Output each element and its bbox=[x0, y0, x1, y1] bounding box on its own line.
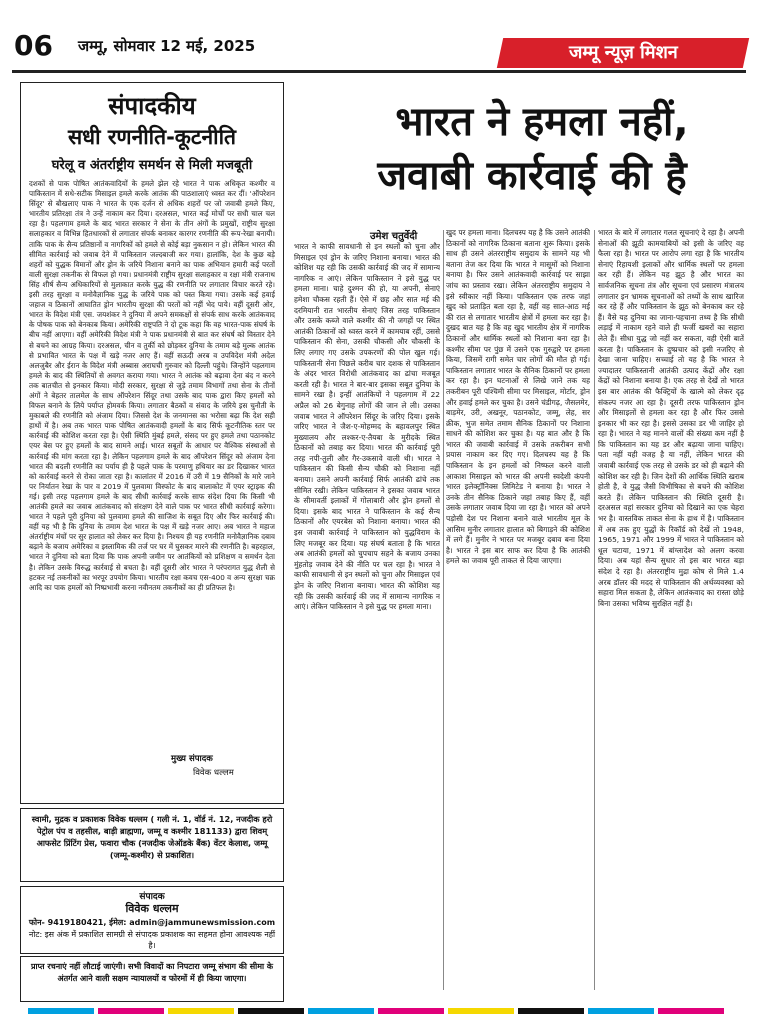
article-column-3: भारत के बारे में लगातार गलत सूचनाएं दे रहा है। अपनी सेनाओं की झूठी कामयाबियों को इसी के जरिए वह फैला रहा है। भारत पर आरोप लगा रहा है कि भारतीय सेनाएं रिहायशी इलाकों और धार्मिक स्थलों पर हमला कर रही हैं। लेकिन यह झूठ है और भारत का सार्वजनिक सूचना तंत्र और सूचना एवं प्रसारण मंत्रालय लगातार इन भ्रामक सूचनाओं को तथ्यों के साथ खारिज कर रहे हैं और पाकिस्तान के झूठ को बेनकाब कर रहे हैं। वैसे यह दुनिया का जाना-पहचाना तथ्य है कि सीधी लड़ाई में नाकाम रहने वाले ही फर्जी खबरों का सहारा लेते हैं। सीधा युद्ध जो नहीं कर सकता, वही ऐसी बातें करता है। पाकिस्तान के दुष्प्रचार को इसी नजरिए से देखा जाना चाहिए। सच्चाई तो यह है कि भारत ने ज्यादातर पाकिस्तानी आतंकी उत्पाद केंद्रों और रक्षा केंद्रों को निशाना बनाया है। एक तरह से देखें तो भारत इस बार आतंक की फैक्ट्रियों के खात्मे को लेकर दृढ़ संकल्प नजर आ रहा है। दूसरी तरफ पाकिस्तान ड्रोन और मिसाइलों से हमला कर रहा है और फिर उससे इनकार भी कर रहा है। इससे उसका डर भी जाहिर हो रहा है। भारत ने यह मानने वालों की संख्या कम नहीं है कि पाकिस्तान का यह डर और बढ़ाया जाना चाहिए। पता नहीं यही वजह है या नहीं, लेकिन भारत की जवाबी कार्रवाई एक तरह से उसके डर को ही बढ़ाने की कोशिश कर रही है। जिन देशों की आर्थिक स्थिति खराब होती है, वे युद्ध जैसी विभीषिका से बचने की कोशिश करते हैं। लेकिन पाकिस्तान की स्थिति दूसरी है। दरअसल वहां सरकार दुनिया को दिखाने का एक चेहरा भर है। वास्तविक ताकत सेना के हाथ में है। पाकिस्तान में अब तक हुए युद्धों के रिकॉर्ड को देखें तो 1948, 1965, 1971 और 1999 में भारत ने पाकिस्तान को धूल चटाया, 1971 में बांग्लादेश को अलग करवा दिया। अब यहां सैन्य सुधार तो इस बार भारत बड़ा संदेश दे रहा है। अंतरराष्ट्रीय मुद्रा कोष से मिले 1.4 अरब डॉलर की मदद से पाकिस्तान की अर्थव्यवस्था को सहारा मिल सकता है, लेकिन आतंकवाद का रास्ता छोड़े बिना उसका भविष्य सुरक्षित नहीं है। bbox=[598, 228, 744, 608]
color-bar-segment bbox=[98, 1008, 164, 1014]
color-bar-segment bbox=[658, 1008, 724, 1014]
editorial-signoff-label: मुख्य संपादक bbox=[171, 754, 213, 764]
color-bar-segment bbox=[588, 1008, 654, 1014]
publisher-text: स्वामी, मुद्रक व प्रकाशक विवेक धल्लम ( गली नं. 1, वॉर्ड नं. 12, नजदीक हरो पेट्रोल पंप व तहसील, बाड़ी ब्राह्मणा, जम्मू व कश्मीर 181133) द्वारा शिवम् आफसेट प्रिंटिंग प्रेस, फवारा चौक (नजदीक जेऑडके बैंक) वेंटर केलाश, जम्मू (जम्मू-कश्मीर) से प्रकाशित। bbox=[31, 814, 273, 860]
editorial-body: दशकों से पाक पोषित आतंकवादियों के हमले झेल रहे भारत ने पाक अधिकृत कश्मीर व पाकिस्तान में सधे-सटीक मिसाइल हमले करके आतंक की पाठशालाएं ध्वस्त कर दीं। 'ऑपरेशन सिंदूर' से बौखलाए पाक ने भारत के एक दर्जन से अधिक शहरों पर जो जवाबी हमले किए, भारतीय प्रतिरक्षा तंत्र ने उन्हें नाकाम कर दिया। दरअसल, भारत कई मोर्चों पर सधी चाल चल रहा है। पहलगाम हमले के बाद भारत सरकार ने सेना के तीन अंगों के प्रमुखों, राष्ट्रीय सुरक्षा सलाहकार व विभिन्न हितधारकों से लगातार संपर्क बनाकर कारगर रणनीति की रूप-रेखा बनायी। ताकि पाक के सैन्य प्रतिष्ठानों व नागरिकों को हमले से कोई बड़ा नुकसान न हो। लेकिन भारत की सीमित कार्रवाई को जवाब देने में पाकिस्तान जल्दबाजी कर गया। हालांकि, देश के कुछ बड़े शहरों को युद्धक विमानों और ड्रोन के जरिये निशाना बनाने का पाक अभियान हमारी कई परतों वाली सुरक्षा तकनीक से विफल हो गया। प्रधानमंत्री राष्ट्रीय सुरक्षा सलाहकार व रक्षा मंत्री राजनाथ सिंह शीर्ष सैन्य अधिकारियों से मुलाकात करके युद्ध की रणनीति पर लगातार विचार करते रहे। इसी तरह सुरक्षा व मनोवैज्ञानिक युद्ध के जरिये पाक को पस्त किया गया। उसके कई हवाई जहाज व ठिकानों आघातित ड्रोन भारतीय सुरक्षा की परतों को नहीं भेद पाये। वहीं दूसरी ओर, भारत के विदेश मंत्री एस. जयशंकर ने दुनिया में अपने समकक्षों से संपर्क साध करके आतंकवाद के पोषक पाक को बेनकाब किया। अमेरिकी राष्ट्रपति ने दो टूक कहा कि वह भारत-पाक संघर्ष के बीच नहीं आएगा। वहीं अमेरिकी विदेश मंत्री ने पाक प्रधानमंत्री से बात कर संघर्ष को विस्तार देने से बचने का आग्रह किया। दरअसल, चीन व तुर्की को छोड़कर दुनिया के तमाम बड़े मुल्क आतंक से प्रभावित भारत के पक्ष में खड़े नजर आए हैं। वहीं सऊदी अरब व उपविदेश मंत्री अदेल अलजुबैर और ईरान के विदेश मंत्री अब्बास अराघची गुरुवार को दिल्ली पहुंचे। जिन्होंने पहलगाम हमले के बाद की स्थितियों से अवगत कराया गया। भारत ने आतंक को बढ़ावा देना बंद न करने तक बातचीत से इनकार किया। मोदी सरकार, सुरक्षा से जुड़े तमाम विभागों तथा सेना के तीनों अंगों ने बेहतर तालमेल के साथ ऑपरेशन सिंदूर तथा उसके बाद पाक द्वारा किए हमलों को विफल बनाने के लिये पर्याप्त होमवर्क किया। लगातार बैठकों व संवाद के जरिये इस चुनौती के मुकाबले की रणनीति को अंजाम दिया। जिससे देश के जनमानस का भरोसा बढ़ा कि देश सही हाथों में है। अब तक भारत पाक पोषित आतंकवादी हमलों के बाद सिर्फ कूटनीतिक स्तर पर कार्रवाई की कोशिश करता रहा है। ऐसी स्थिति मुंबई हमले, संसद पर हुए हमले तथा पठानकोट एयर बेस पर हुए हमलों के बाद सामने आई। भारत सबूतों के आधार पर वैश्विक संस्थाओं से कार्रवाई की मांग करता रहा है। लेकिन पहलगाम हमले के बाद ऑपरेशन सिंदूर को अंजाम देना भारत की बदली रणनीति का पर्याय ही है पहले पाक के परमाणु हथियार का डर दिखाकर भारत को कार्रवाई करने से रोका जाता रहा है। कालांतर में 2016 में उरी में 19 सैनिकों के मारे जाने पर निर्यातन रेखा के पार व 2019 में पुलवामा विस्फोट के बाद बालाकोट में एयर स्ट्राइक की गई। इसी तरह पहलगाम हमले के बाद सीधी कार्रवाई करके साफ संदेश दिया कि किसी भी आतंकी हमले का जवाब आतंकवाद को संरक्षण देने वाले पाक पर भारत सीधी कार्रवाई करेगा। भारत ने पहले पूरी दुनिया को पुलवामा हमले की साजिश के सबूत दिए और फिर कार्रवाई की। वहीं यह भी है कि दुनिया के तमाम देश भारत के पक्ष में खड़े नजर आए। अब भारत ने महाज अंतर्राष्ट्रीय मंचों पर सुर हालात को लेकर कर दिया है। निश्चय ही यह रणनीति मनोवैज्ञानिक दबाव बढ़ाने के बजाय अमेरिका व इस्लामिक की तर्ज पर घर में घुसकर मारने की रणनीति है। बहरहाल, भारत ने दुनिया को बता दिया कि पाक अपनी जमीन पर आतंकियों को प्रशिक्षण व समर्थन देता है। लेकिन उसके विरुद्ध कार्रवाई से बचता है। वहीं दूसरी ओर भारत ने परंपरागत युद्ध शैली से हटकर नई तकनीकों का भरपूर उपयोग किया। भारतीय रक्षा कवच एस-400 व अन्य सुरक्षा चक्र आदि का पाक हमलों को निष्प्रभावी करना नवीनतम तकनीकों का ही प्रतिफल है। bbox=[29, 179, 275, 592]
editor-box bbox=[20, 886, 284, 954]
article-byline: उमेश चतुर्वेदी bbox=[370, 231, 418, 242]
jurisdiction-text: प्राप्त रचनाएं नहीं लौटाई जाएंगी। सभी विवादों का निपटारा जम्मू संभाग की सीमा के अंतर्गत आने वाली सक्षम न्यायालयों व फोरमों में ही किया जाएगा। bbox=[30, 962, 274, 983]
editor-name: विवेक धल्लम bbox=[125, 902, 179, 915]
editorial-subtitle: घरेलू व अंतर्राष्ट्रीय समर्थन से मिली मजबूती bbox=[51, 158, 253, 173]
editor-note: नोट: इस अंक में प्रकाशित सामग्री से संपादक प्रकाशक का सहमत होना आवश्यक नहीं है। bbox=[28, 930, 276, 950]
color-bar-segment bbox=[448, 1008, 514, 1014]
publisher-box bbox=[20, 808, 284, 882]
editor-label: संपादक bbox=[139, 892, 165, 902]
editorial-signoff-name: विवेक धल्लम bbox=[193, 768, 234, 778]
jurisdiction-box bbox=[20, 956, 284, 1002]
column-divider bbox=[594, 230, 595, 990]
dateline: जम्मू, सोमवार 12 मई, 2025 bbox=[78, 37, 256, 55]
color-bar-segment bbox=[238, 1008, 304, 1014]
masthead-brand bbox=[497, 38, 749, 68]
editorial-section-title: संपादकीय bbox=[108, 92, 196, 120]
editor-contact: फोन- 9419180421, ईमेल: admin@jammunewsmission.com bbox=[28, 918, 276, 927]
column-divider bbox=[443, 230, 444, 990]
article-column-1: भारत ने काफी सावधानी से इन स्थलों को चुना और मिसाइल एवं ड्रोन के जरिए निशाना बनाया। भारत की कोशिश यह रही कि उसकी कार्रवाई की जद में सामान्य नागरिक न आएं। लेकिन पाकिस्तान ने इसे युद्ध पर हमला माना। चाहे दुश्मन की हो, या अपनी, सेनाएं हमेशा चौकस रहती हैं। ऐसे में छह और सात मई की दरमियानी रात भारतीय सेनाएं जिस तरह पाकिस्तान और उसके कब्जे वाले कश्मीर की नौ जगहों पर स्थित आतंकी ठिकानों को ध्वस्त करने में कामयाब रहीं, उससे पाकिस्तान की सेना, उसकी चौकसी और चौकसी के लिए लगाए गए उसके उपकरणों की पोल खुल गई। पाकिस्तानी सेना पिछले करीब चार दशक से पाकिस्तान के अंदर भारत विरोधी आतंकवाद का ढांचा मजबूत करती रही है। भारत ने बार-बार इसका सबूत दुनिया के सामने रखा है। इन्हीं आतंकियों ने पहलगाम में 22 अप्रैल को 26 बेगुनाह लोगों की जान ले ली। उसका जवाब भारत ने ऑपरेशन सिंदूर के जरिए दिया। इसके जरिए भारत ने जैश-ए-मोहम्मद के बहावलपुर स्थित मुख्यालय और लश्कर-ए-तैयबा के मुरीदके स्थित ठिकानों को तबाह कर दिया। भारत की कार्रवाई पूरी तरह नपी-तुली और गैर-उकसावे वाली थी। भारत ने पाकिस्तान की किसी सैन्य चौकी को निशाना नहीं बनाया। उसने अपनी कार्रवाई सिर्फ आतंकी ढांचे तक सीमित रखी। लेकिन पाकिस्तान ने इसका जवाब भारत के सीमावर्ती इलाकों में गोलाबारी और ड्रोन हमलों से दिया। इसके बाद भारत ने पाकिस्तान के कई सैन्य ठिकानों और एयरबेस को निशाना बनाया। भारत की इस जवाबी कार्रवाई ने पाकिस्तान को युद्धविराम के लिए मजबूर कर दिया। यह संघर्ष बताता है कि भारत अब आतंकी हमलों को चुपचाप सहने के बजाय उनका मुंहतोड़ जवाब देने की नीति पर चल रहा है। भारत ने काफी सावधानी से इन स्थलों को चुना और मिसाइल एवं ड्रोन के जरिए निशाना बनाया। भारत की कोशिश यह रही कि उसकी कार्रवाई की जद में सामान्य नागरिक न आएं। लेकिन पाकिस्तान ने इसे युद्ध पर हमला माना। bbox=[294, 242, 440, 612]
color-bar-segment bbox=[518, 1008, 584, 1014]
article-headline-line2: जवाबी कार्रवाई की है bbox=[377, 153, 687, 199]
article-column-2: खुद पर हमला माना। दिलचस्प यह है कि उसने आतंकी ठिकानों को नागरिक ठिकाना बताना शुरू किया। इसके साथ ही उसने अंतरराष्ट्रीय समुदाय के सामने यह भी बताना तेज कर दिया कि भारत ने मासूमों को निशाना बनाया है। फिर उसने आतंकवादी कार्रवाई पर साझा जांच का प्रस्ताव रखा। लेकिन अंतरराष्ट्रीय समुदाय ने इसे स्वीकार नहीं किया। पाकिस्तान एक तरफ जहां खुद को प्रताड़ित बता रहा है, वहीं वह सात-आठ मई की रात से लगातार भारतीय क्षेत्रों में हमला कर रहा है। दुखद बात यह है कि वह खुद भारतीय क्षेत्र में नागरिक ठिकानों और धार्मिक स्थलों को निशाना बना रहा है। कश्मीर सीमा पर पुंछ में उसने एक गुरुद्वारे पर हमला किया, जिसमें रागी समेत चार लोगों की मौत हो गई। पाकिस्तान लगातार भारत के सैनिक ठिकानों पर हमला कर रहा है। इन घटनाओं से लिखे जाने तक यह तकरीबन पूरी पश्चिमी सीमा पर मिसाइल, मोर्टार, ड्रोन और हवाई हमले कर चुका है। उसने चंडीगढ़, जैसलमेर, बाड़मेर, उरी, अखनूर, पठानकोट, जम्मू, लेह, सर क्रीक, भुज समेत तमाम सैनिक ठिकानों पर निशाना साधने की कोशिश कर चुका है। यह बात और है कि भारत की जवाबी कार्रवाई में उसके तकरीबन सभी प्रयास नाकाम कर दिए गए। दिलचस्प यह है कि पाकिस्तान के इन हमलों को निष्फल करने वाली आकाश मिसाइल को भारत की अपनी स्वदेशी कंपनी भारत इलेक्ट्रॉनिक्स लिमिटेड ने बनाया है। भारत ने उनके तीन सैनिक ठिकाने जहां तबाह किए हैं, वहीं उसके लगातार जवाब दिया जा रहा है। भारत को अपने पड़ोसी देश पर निशाना बनाने वाले भारतीय मूल के आसिम मुनीर लगातार हालात को बिगाड़ने की कोशिश में लगे हैं। मुनीर ने भारत पर मजबूर दबाव बना दिया है। भारत ने इस बार साफ कर दिया है कि आतंकी हमले का जवाब पूरी ताकत से दिया जाएगा। bbox=[446, 228, 590, 566]
masthead-brand-text: जम्मू न्यूज़ मिशन bbox=[568, 42, 678, 63]
editorial-box bbox=[20, 82, 284, 804]
color-bar-segment bbox=[308, 1008, 374, 1014]
color-bar-segment bbox=[378, 1008, 444, 1014]
color-bar-segment bbox=[28, 1008, 94, 1014]
editorial-title: सधी रणनीति-कूटनीति bbox=[67, 125, 237, 149]
page-number: 06 bbox=[14, 29, 53, 62]
header-rule bbox=[12, 70, 746, 73]
article-headline-line1: भारत ने हमला नहीं, bbox=[395, 99, 689, 145]
color-bar-segment bbox=[168, 1008, 234, 1014]
